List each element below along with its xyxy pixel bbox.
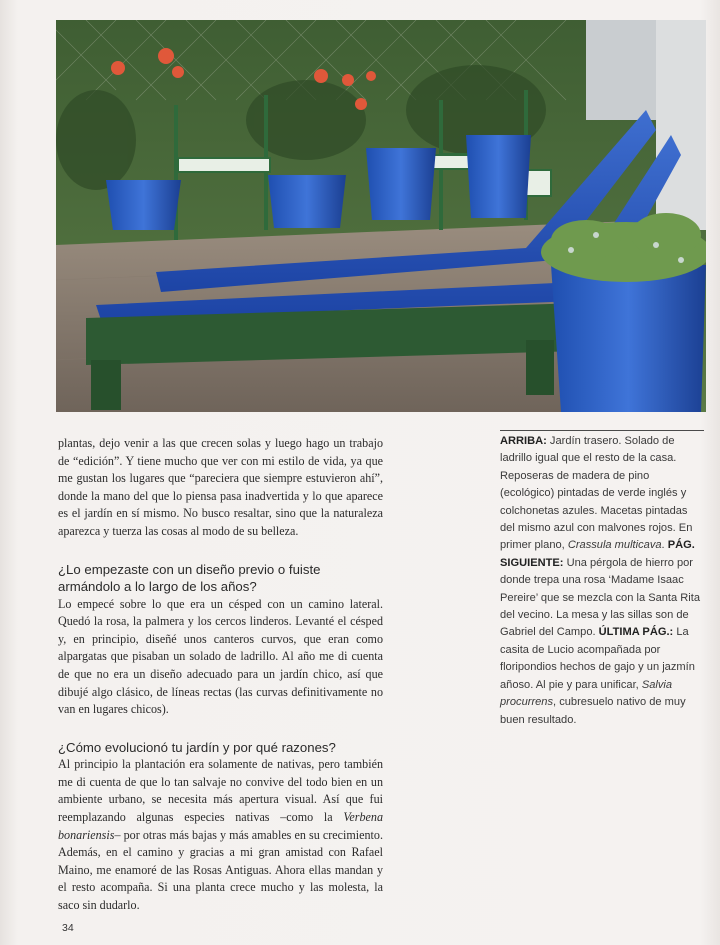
caption-text-2: Una pérgola de hierro por donde trepa una rosa ‘Madame Isaac Pereire’ que se mezcla con la Santa Rita del vecino. La mesa y las sillas son de Gabriel del Campo. — [500, 556, 700, 639]
caption-label-ultima-pag: ÚLTIMA PÁG.: — [598, 626, 674, 639]
caption-divider — [500, 430, 704, 431]
caption-text — [500, 433, 704, 729]
caption-text-1: Jardín trasero. Solado de ladrillo igual que el resto de la casa. Reposeras de madera de pino (ecológico) pintadas de verde inglés y colchonetas azules. Macetas pintadas del mismo azul con malvones rojos. En primer plano, — [500, 435, 693, 552]
garden-photo-illustration — [56, 20, 706, 412]
article-paragraph-3-part-b: – por otras más bajas y más amables en su crecimiento. Además, en el camino y gracias a mi gran amistad con Rafael Maino, me enamoré de las Rosas Antiguas. Ahora ellas mandan y el resto acompaña. Si una planta crece mucho y las molesta, la saco sin dudarlo. — [58, 827, 383, 912]
plant-name-italic: Verbena bonariensis — [58, 810, 383, 842]
page-number: 34 — [62, 922, 74, 934]
garden-photo — [56, 20, 706, 412]
interview-question-evolution: ¿Cómo evolucionó tu jardín y por qué razones? — [58, 739, 336, 755]
article-paragraph-3-part-a: Al principio la plantación era solamente de nativas, pero también me di cuenta de que lo tan salvaje no convive del todo bien en un ambiente urbano, se necesita más apertura visual. Así que fui reemplazando algunas especies nativas –como la — [58, 757, 383, 824]
article-paragraph-3 — [58, 756, 383, 914]
caption-label-pag-siguiente: PÁG. SIGUIENTE: — [500, 539, 695, 569]
photo-caption — [500, 430, 704, 729]
article-paragraph-2: Lo empecé sobre lo que era un césped con un camino lateral. Quedó la rosa, la palmera y los cercos linderos. Levanté el césped y, en principio, diseñé unos canteros curvos, que eran como alpargatas que pisaban un solado de ladrillo. Al año me di cuenta de que no era un diseño adecuado para un jardín chico, así que dibujé algo clásico, de líneas rectas (las curvas definitivamente no van en lugares chicos). — [58, 596, 383, 717]
caption-text-3b: , cubresuelo nativo de muy buen resultado. — [500, 696, 686, 726]
interview-question-design: ¿Lo empezaste con un diseño previo o fuiste armándolo a lo largo de los años? — [58, 561, 321, 595]
caption-label-arriba: ARRIBA: — [500, 435, 547, 447]
caption-italic-1: Crassula multicava — [567, 539, 662, 552]
caption-text-1b: . — [661, 539, 668, 552]
article-body — [58, 435, 383, 915]
caption-italic-3: Salvia procurrens — [500, 678, 673, 709]
caption-text-3: La casita de Lucio acompañada por floripondios hechos de gajo y un jazmín añoso. Al pie y para unificar, — [500, 626, 695, 691]
article-paragraph-1: plantas, dejo venir a las que crecen solas y luego hago un trabajo de “edición”. Y tiene mucho que ver con mi estilo de vida, ya que me gustan los lugares que “pareciera que siempre estuvieron ahí”, donde la mano del que lo piensa pasa inadvertida y lo que aparece es el jardín en sí mismo. No busco resaltar, sino que la naturaleza aparezca y tuerza las cosas al modo de su belleza. — [58, 436, 383, 538]
